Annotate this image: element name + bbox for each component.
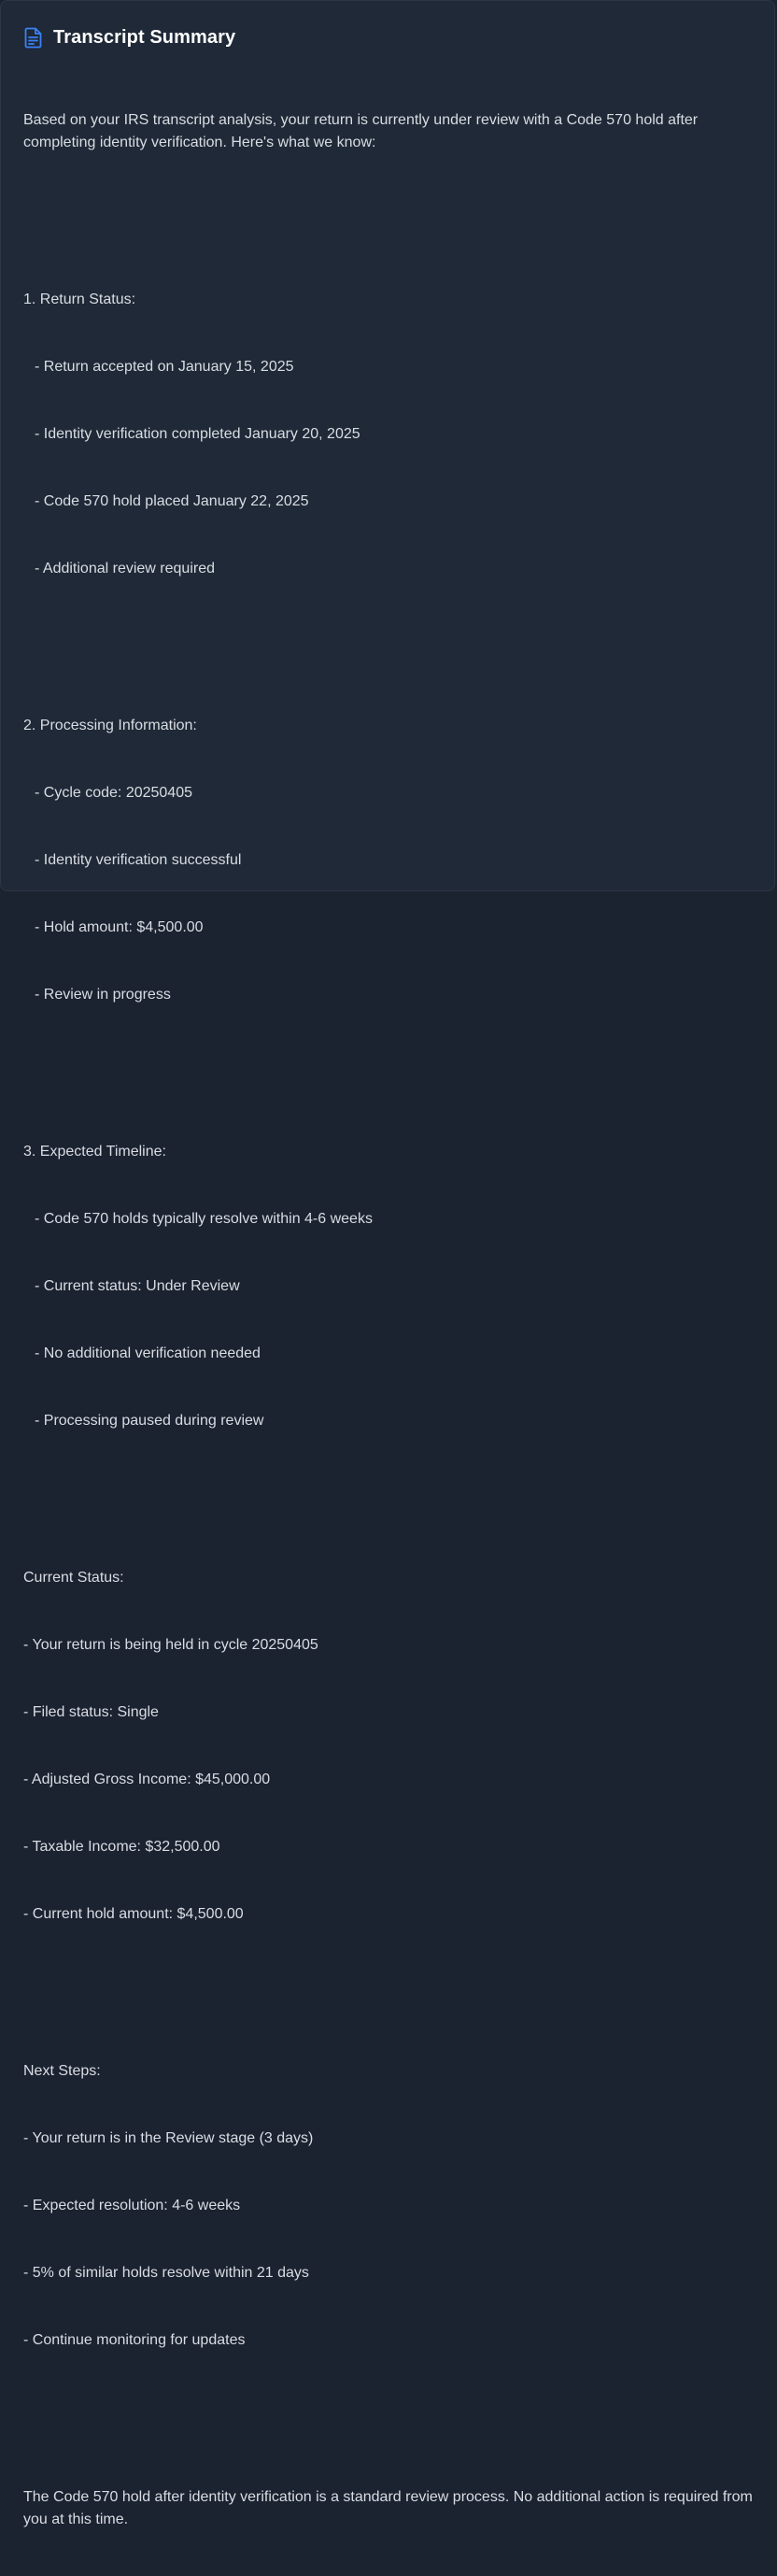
list-item: - Continue monitoring for updates bbox=[23, 2332, 246, 2348]
spacer bbox=[23, 199, 761, 221]
spacer bbox=[23, 1051, 761, 1074]
list-item: - Your return is being held in cycle 20250405 bbox=[23, 1637, 318, 1653]
card-title: Transcript Summary bbox=[53, 26, 236, 48]
section-heading: 2. Processing Information: bbox=[23, 718, 197, 733]
conclusion-paragraph: The Code 570 hold after identity verification is a standard review process. No additional action is required from you at this time. bbox=[23, 2489, 757, 2527]
list-item: - No additional verification needed bbox=[35, 1345, 261, 1361]
summary-text bbox=[23, 64, 761, 2576]
spacer bbox=[23, 625, 761, 648]
card-header bbox=[23, 25, 235, 50]
list-item: - Processing paused during review bbox=[35, 1413, 264, 1429]
list-item: - Return accepted on January 15, 2025 bbox=[35, 359, 294, 375]
list-item: - 5% of similar holds resolve within 21 days bbox=[23, 2265, 309, 2281]
list-item: - Filed status: Single bbox=[23, 1704, 159, 1720]
spacer bbox=[23, 1477, 761, 1500]
list-item: - Code 570 holds typically resolve within 4-6 weeks bbox=[35, 1211, 373, 1227]
list-item: - Review in progress bbox=[35, 987, 171, 1003]
section-heading: 1. Return Status: bbox=[23, 292, 136, 307]
list-item: - Additional review required bbox=[35, 561, 215, 576]
spacer bbox=[23, 2397, 761, 2419]
list-item: - Current status: Under Review bbox=[35, 1278, 240, 1294]
spacer bbox=[23, 1971, 761, 1993]
section-heading: Next Steps: bbox=[23, 2063, 101, 2079]
intro-paragraph: Based on your IRS transcript analysis, your return is currently under review with a Code 570 hold after completing identity verification. Here's what we know: bbox=[23, 112, 702, 150]
list-item: - Identity verification successful bbox=[35, 852, 242, 868]
document-icon bbox=[23, 26, 44, 49]
list-item: - Expected resolution: 4-6 weeks bbox=[23, 2198, 241, 2213]
list-item: - Hold amount: $4,500.00 bbox=[35, 919, 204, 935]
list-item: - Code 570 hold placed January 22, 2025 bbox=[35, 493, 309, 509]
list-item: - Identity verification completed January 20, 2025 bbox=[35, 426, 360, 442]
list-item: - Current hold amount: $4,500.00 bbox=[23, 1906, 244, 1922]
section-heading: Current Status: bbox=[23, 1570, 124, 1586]
list-item: - Taxable Income: $32,500.00 bbox=[23, 1839, 220, 1855]
section-heading: 3. Expected Timeline: bbox=[23, 1144, 166, 1160]
list-item: - Cycle code: 20250405 bbox=[35, 785, 192, 801]
list-item: - Your return is in the Review stage (3 days) bbox=[23, 2130, 314, 2146]
list-item: - Adjusted Gross Income: $45,000.00 bbox=[23, 1772, 271, 1787]
